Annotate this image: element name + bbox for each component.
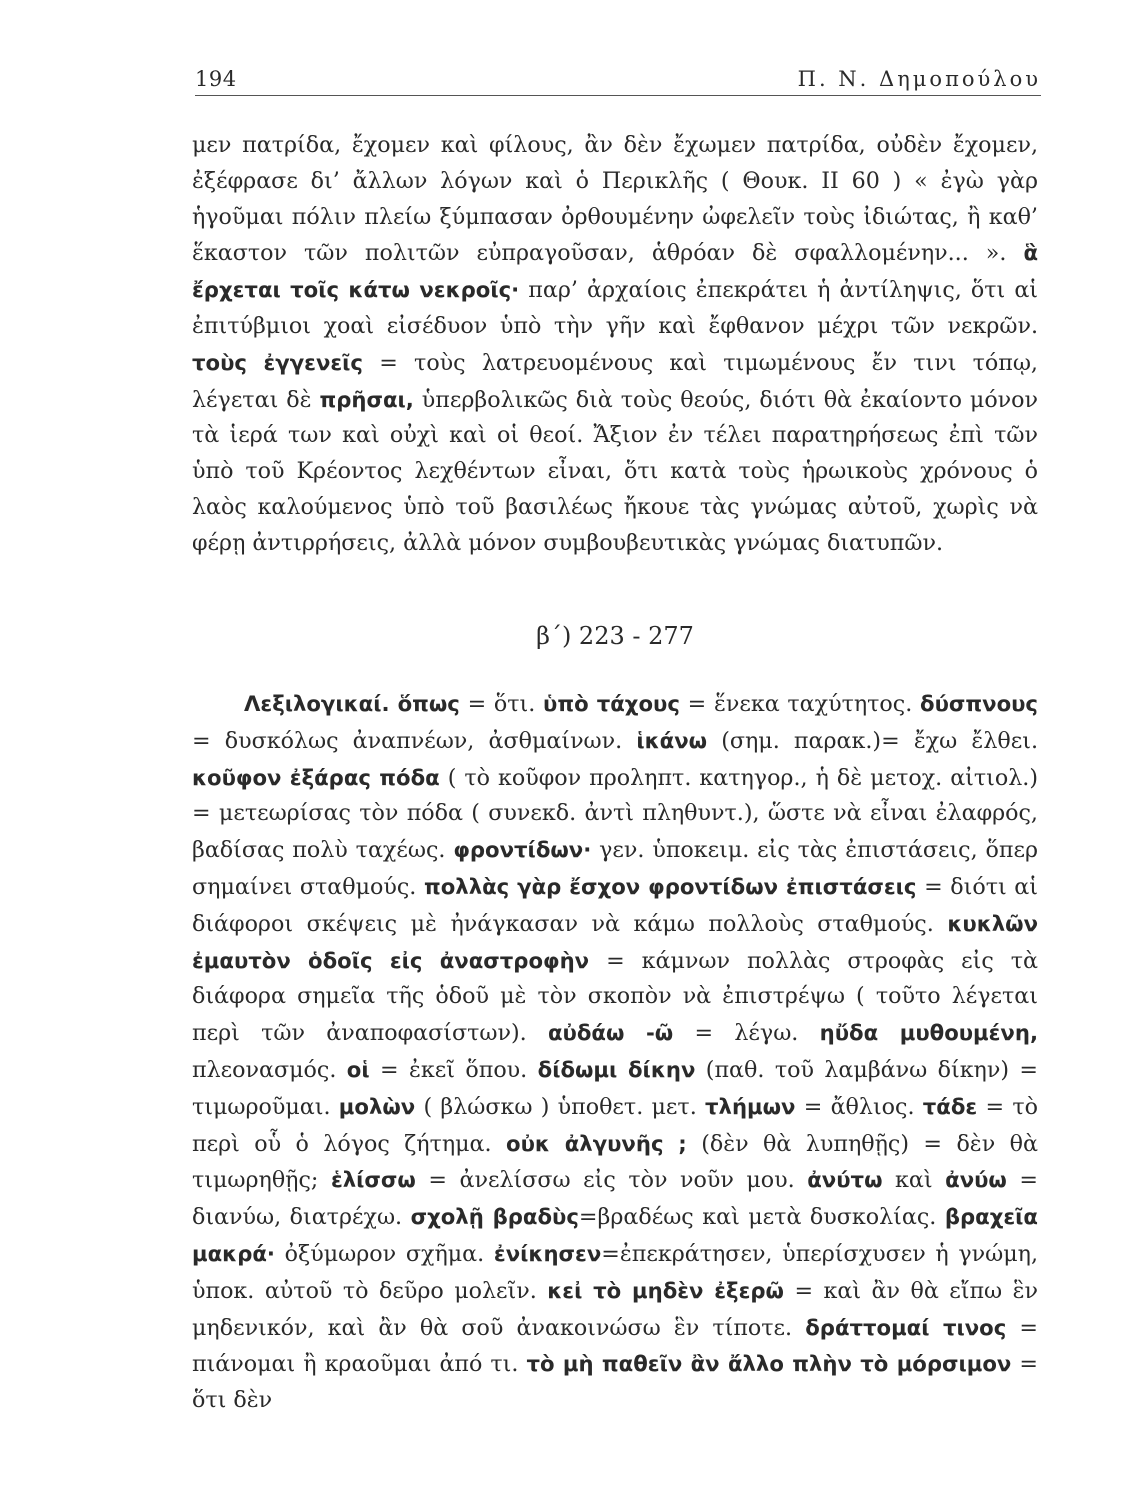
- lemma-term: βραχεῖα μακρά·: [192, 1204, 1038, 1266]
- commentary-paragraph-2: [192, 686, 1038, 1419]
- body-text: = τοὺς λατρευομένους καὶ τιμωμένους ἔν τινι τόπῳ, λέγεται δὲ: [192, 349, 1038, 413]
- lemma-term: τοὺς ἐγγενεῖς: [192, 349, 363, 375]
- lemma-term: κοῦφον ἐξάρας πόδα: [192, 764, 440, 790]
- lemma-term: τὸ μὴ παθεῖν ἂν ἄλλο πλὴν τὸ μόρσιμον: [526, 1351, 1012, 1377]
- lemma-term: ἱκάνω: [636, 727, 708, 753]
- lemma-term: ὑπὸ τάχους: [543, 691, 680, 716]
- body-text: ὀξύμωρον σχῆμα.: [274, 1240, 494, 1267]
- body-text: = ἐκεῖ ὅπου.: [369, 1056, 538, 1083]
- body-text: = ἕνεκα ταχύτητος.: [679, 691, 921, 717]
- lemma-term: δύσπνους: [920, 691, 1038, 716]
- lemma-term: πολλὰς γὰρ ἔσχον φροντίδων ἐπιστάσεις: [423, 873, 917, 899]
- lemma-term: ἐνίκησεν: [493, 1240, 602, 1266]
- lemma-term: αὐδάω -ῶ: [548, 1020, 674, 1046]
- lemma-term: ηὔδα μυθουμένη,: [819, 1020, 1039, 1046]
- lemma-term: οἱ: [346, 1056, 370, 1082]
- body-text: (παθ. τοῦ λαμβάνω δίκην) = τιμωροῦμαι.: [192, 1056, 1038, 1120]
- body-text: =βραδέως καὶ μετὰ δυσκολίας.: [578, 1204, 945, 1231]
- commentary-paragraph-1: [192, 128, 1038, 562]
- lemma-term: ἀνύω: [945, 1167, 1007, 1193]
- lemma-term: Λεξιλογικαί. ὅπως: [244, 691, 460, 716]
- lemma-term: οὐκ ἀλγυνῆς ;: [506, 1130, 687, 1156]
- running-head: Π. Ν. Δημοπούλου: [797, 67, 1041, 91]
- body-text: ( τὸ κοῦφον προληπτ. κατηγορ., ἡ δὲ μετοχ. αἰτιολ.) = μετεωρίσας τὸν πόδα ( συνεκδ. ἀντὶ πληθυντ.), ὥστε νὰ εἶναι ἐλαφρός, βαδίσας πολὺ ταχέως.: [192, 764, 1038, 864]
- body-text: παρ’ ἀρχαίοις ἐπεκράτει ἡ ἀντίληψις, ὅτι αἱ ἐπιτύβμιοι χοαὶ εἰσέδυον ὑπὸ τὴν γῆν καὶ ἔφθανον μέχρι τῶν νεκρῶν.: [192, 277, 1038, 339]
- body-text: = λέγω.: [673, 1020, 820, 1047]
- lemma-term: τάδε: [922, 1093, 978, 1119]
- lemma-term: σχολῇ βραδὺς: [410, 1204, 579, 1230]
- body-text: = καὶ ἂν θὰ εἴπω ἓν μηδενικόν, καὶ ἂν θὰ σοῦ ἀνακοινώσω ἓν τίποτε.: [192, 1277, 1039, 1341]
- lemma-term: κυκλῶν ἐμαυτὸν ὁδοῖς εἰς ἀναστροφὴν: [192, 910, 1038, 973]
- body-text: = ὅτι.: [459, 691, 544, 717]
- body-text: = ἀνελίσσω εἰς τὸν νοῦν μου.: [415, 1167, 808, 1194]
- body-text: πλεονασμός.: [192, 1056, 347, 1083]
- lemma-term: δίδωμι δίκην: [537, 1056, 696, 1082]
- body-text: = κάμνων πολλὰς στροφὰς εἰς τὰ διάφορα σημεῖα τῆς ὁδοῦ μὲ τὸν σκοπὸν νὰ ἐπιστρέψω ( τοῦτο λέγεται περὶ τῶν ἀναποφασίστων).: [192, 947, 1039, 1047]
- body-text: ( βλώσκω ) ὑποθετ. μετ.: [415, 1093, 706, 1120]
- lemma-term: ἑλίσσω: [330, 1167, 416, 1193]
- body-text: = τὸ περὶ οὗ ὁ λόγος ζήτημα.: [192, 1093, 1038, 1157]
- lemma-term: ἀνύτω: [807, 1167, 883, 1193]
- body-text: καὶ: [882, 1167, 946, 1194]
- body-text: γεν. ὑποκειμ. εἰς τὰς ἐπιστάσεις, ὅπερ σημαίνει σταθμούς.: [192, 837, 1038, 900]
- lemma-term: τλήμων: [705, 1093, 796, 1119]
- lemma-term: μολὼν: [338, 1093, 416, 1119]
- body-text: =ἐπεκράτησεν, ὑπερίσχυσεν ἡ γνώμη, ὑποκ. αὐτοῦ τὸ δεῦρο μολεῖν.: [192, 1240, 1038, 1304]
- body-text: ὑπερβολικῶς διὰ τοὺς θεούς, διότι θὰ ἐκαίοντο μόνον τὰ ἱερά των καὶ οὐχὶ καὶ οἱ θεοί. Ἄξιον ἐν τέλει παρατηρήσεως ἐπὶ τῶν ὑπὸ τοῦ Κρέοντος λεχθέντων εἶναι, ὅτι κατὰ τοὺς ἡρωικοὺς χρόνους ὁ λαὸς καλούμενος ὑπὸ τοῦ βασιλέως ἤκουε τὰς γνώμας αὐτοῦ, χωρὶς νὰ φέρῃ ἀντιρρήσεις, ἀλλὰ μόνον συμβουβευτικὰς γνώμας διατυπῶν.: [192, 386, 1039, 556]
- body-text: (σημ. παρακ.)= ἔχω ἔλθει.: [707, 727, 1038, 754]
- section-heading: β΄) 223 - 277: [536, 622, 694, 650]
- body-text: (δὲν θὰ λυπηθῇς) = δὲν θὰ τιμωρηθῇς;: [192, 1130, 1038, 1194]
- body-text: μεν πατρίδα, ἔχομεν καὶ φίλους, ἂν δὲν ἔχωμεν πατρίδα, οὐδὲν ἔχομεν, ἐξέφρασε δι’ ἄλλων λόγων καὶ ὁ Περικλῆς ( Θουκ. ΙΙ 60 ) « ἐγὼ γὰρ ἡγοῦμαι πόλιν πλείω ξύμπασαν ὀρθουμένην ὠφελεῖν τοὺς ἰδιώτας, ἢ καθ’ ἕκαστον τῶν πολιτῶν εὐπραγοῦσαν, ἁθρόαν δὲ σφαλλομένην... ».: [192, 132, 1038, 267]
- lemma-term: δράττομαί τινος: [805, 1314, 1007, 1340]
- lemma-term: πρῆσαι,: [319, 386, 414, 412]
- page-number: 194: [195, 67, 237, 91]
- body-text: = διότι αἱ διάφοροι σκέψεις μὲ ἠνάγκασαν νὰ κάμω πολλοὺς σταθμούς.: [192, 873, 1038, 937]
- body-text: = ἄθλιος.: [795, 1093, 923, 1120]
- lemma-term: ἃ ἔρχεται τοῖς κάτω νεκροῖς·: [192, 240, 1038, 303]
- body-text: = ὅτι δὲν: [192, 1351, 1038, 1414]
- lemma-term: φροντίδων·: [453, 837, 592, 863]
- body-text: = διανύω, διατρέχω.: [192, 1167, 1039, 1231]
- lemma-term: κεἰ τὸ μηδὲν ἐξερῶ: [547, 1277, 784, 1303]
- body-text: = πιάνομαι ἢ κραοῦμαι ἀπό τι.: [192, 1314, 1038, 1378]
- body-text: = δυσκόλως ἀναπνέων, ἀσθμαίνων.: [192, 727, 637, 754]
- page-header: [195, 60, 1041, 96]
